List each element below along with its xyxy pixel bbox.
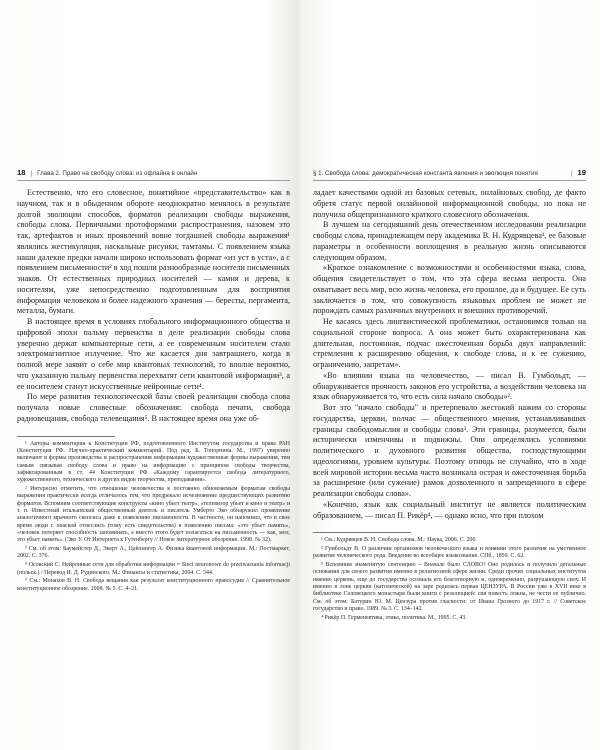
paragraph: «Конечно, язык как социальный институт не является политическим образованием, — писал П. Рикёр⁴, — однако ясно, что при плохом bbox=[313, 499, 586, 520]
paragraph: «Краткое ознакомление с возможностями и особенностями языка, слова, общения свидетельствует о том, что эта сфера весьма непроста. Она охватывает весь мир, всю жизнь человека, его прошлое, да и будущее. Ее суть заключается в том, что совокупность языковых проблем не может не порождать самых различных внутренних и внешних противоречий. bbox=[313, 263, 586, 316]
left-page bbox=[17, 168, 290, 594]
page-number: 19 bbox=[577, 168, 586, 177]
paragraph: Не касаясь здесь лингвистической проблематики, остановимся только на социальной стороне вопроса. А она может быть охарактеризована как длительная, постоянная, подчас ожесточенная борьба двух направлений: стремления к расширению общения, к свободе слова, и к ее сужению, ограничению, запретам». bbox=[313, 317, 586, 369]
paragraph: Естественно, что его словесное, понятийное «представительство» как в научном, так и в обыденном обороте неоднократно менялось в результате долгой эволюции способов, форматов реализации свободы выражения, свободы слова. Первичными протоформами распространения, назовем это так, артефактов и иных проявлений вовне тогдашней свободы выражения¹ являлись жестикуляция, наскальные рисунки, тамтамы. С появлением языка наши далекие предки начали широко использовать формат «из уст в уста», а с появлением письменности² в ход пошли разнообразные носители письменных знаков. От естественных природных носителей — камня и дерева, к носителям, уже непосредственно подготовленным для восприятия информации человеком и более надежного хранения — бересты, пергамента, металла, бумаги. bbox=[17, 188, 290, 316]
footnote: ² Гумбольдт В. О различии организмов человеческого языка и влиянии этого различия на умственное развитие человеческого рода. Введение во всеобщее языкознание. СПб., 1859. С. 62. bbox=[313, 545, 586, 560]
right-running-header bbox=[313, 168, 586, 181]
page-number: 18 bbox=[17, 168, 26, 177]
paragraph: В лучшем на сегодняшний день отечественном исследовании реализации свободы слова, принадлежащем перу академика В. Н. Кудрявцева¹, ее базовые параметры и особенности воплощения в реальную жизнь описываются следующим образом. bbox=[313, 220, 586, 262]
paragraph: В настоящее время в условиях глобального информационного общества и цифровой эпохи пальму первенства в деле реализации свободы слова уверенно держат компьютерные сети, а ее современным носителем стало электромагнитное излучение. Что же касается дня завтрашнего, когда в полной мере заявит о себе мир квантовых технологий, то вполне вероятно, что указанную пальму первенства перехватят сети квантовой информации³, а ее носителем станут искусственные нейронные сети⁴. bbox=[17, 317, 290, 391]
paragraph: ладает качествами одной из базовых сетевых, онлайновых свобод, де факто обретя статус первой онлайновой информационной свободы, но пока не получила общепризнанного краткого словесного обозначения. bbox=[313, 188, 586, 219]
footnote: ¹ См.: Кудрявцев В. Н. Свобода слова. М.: Наука, 2006. С. 200. bbox=[321, 537, 477, 544]
footnote: ⁵ См.: Монахов В. Н. Свобода вещания как результат конституционного правосудия // Сравнительное конституционное обозрение. 2008. № 5. С. 4–21. bbox=[17, 578, 290, 592]
right-footnotes bbox=[313, 532, 586, 622]
footnote-divider bbox=[313, 532, 411, 533]
footnote: ² Интересно отметить, что отношение человечества к постоянно обновляемым форматам свободы выражения практически всегда отличалось тем, что предрекало исчезновение предшествующих развитию форматов. Вспомним соответствующие конструкты «кино убьет театр», «телевизор убьет и кино и театр» и т. п. Известный итальянский общественный деятель и писатель Умберто Эко обнаружил проявление аналогичного мрачного скепсиса даже к появлению письменности. В частности, он напомнил, что в свое время люди с опаской отнеслись (тому есть свидетельства) к появлению письма: «это убьет память», «человек потеряет способность запоминать, а вместо этого будет полагаться на письменность — как, мол, это убьет память». (Эко У. От Интернета к Гутенбергу // Новое литературное обозрение. 1998. № 32). bbox=[17, 485, 290, 544]
left-running-header bbox=[17, 168, 290, 181]
paragraph: «Во влиянии языка на человечество, — писал В. Гумбольдт, — обнаруживается прочность законов его устройства, а воздействии человека на язык обнаруживается то, что есть сила начало свободы»². bbox=[313, 370, 586, 402]
running-head: § 1. Свобода слова: демократическая константа явления и эволюция понятия bbox=[313, 170, 538, 177]
paragraph: Вот это "начало свободы" и претерпевало жестокий нажим со стороны государства, церкви, полчас — общественного мнения, устанавливавших границы свободомыслия и свободы слова³. Эти границы, разумеется, были исторически изменчивы и подвижны. Они определялись условиями политического и духовного развития общества, господствующими идеологиями, уровнем культуры. Поэтому отнюдь не случайно, что в ходе всей мировой истории весьма часто возникала острая и ожесточенная борьба за расширение (или сужение) рамок дозволенного и запрещенного в сфере реализации свободы слова». bbox=[313, 403, 586, 498]
right-body-text bbox=[313, 188, 586, 521]
footnote: ³ См. об этом: Баумейстер Д., Экерт А., Цайлингер А. Физика квантовой информации. М.: Постмаркет, 2002. С. 376. bbox=[17, 546, 290, 560]
footnote-divider bbox=[17, 436, 115, 437]
right-page bbox=[313, 168, 586, 624]
header-separator: | bbox=[30, 170, 33, 177]
left-body-text bbox=[17, 188, 290, 425]
footnote: ³ Вспомним знаменитую сентенцию – Вначале было СЛОВО! Оно родилось и получило детальные основания для своего развития именно в религиозной сфере жизни. Среди прочих социальных институтов именно церковь, еще до государства осознала его благотворную и, одновременно, разрушающую силу. И именно в лоне церкви (католической) на заре родилась первая ЦЕНЗУРА. В России уже в XVII веке в библиотеке Соловецкого монастыря были книги с резолюцией: сия повесть ложна, не чести ее публично. См. об этом: Батурин Ю. М. Цензура против гласности: от Ивана Грозного до 1917 г. // Советское государство и право. 1989. № 3. С. 134–142. bbox=[313, 562, 586, 613]
footnote: ⁴ Осовский С. Нейронные сети для обработки информации = Sieci neuronowe do przetwarzania informacji (польск.) / Перевод И. Д. Рудинского. М.: Финансы и статистика, 2004. С. 344. bbox=[17, 562, 290, 576]
footnote: ¹ Авторы комментария к Конституции РФ, подготовленного Институтом государства и права РАН (Конституция РФ. Научно-практический комментарий. Под ред. Б. Топорнина. М., 1997) уверенно включают в формы производства и распространения информации художественные формы выражения, тем самым связывая свободу слова и право на информацию с принципом свободы творчества, зафиксированным в ст. 44 Конституции РФ «Каждому гарантируется свобода литературного, художественного, технического и других видов творчества, преподавания». bbox=[17, 440, 290, 484]
header-separator: | bbox=[570, 170, 573, 177]
running-head: Глава 2. Право на свободу слова: из офлайна в онлайн bbox=[37, 170, 198, 177]
footnote: ⁴ Рикёр П. Герменевтика, этика, политика. М., 1995. С. 43. bbox=[321, 614, 467, 621]
left-footnotes bbox=[17, 436, 290, 593]
paragraph: По мере развития технологической базы своей реализации свобода слова получала новые словесные обозначения: свобода печати, свобода радиовещания, свобода телевещания⁵. В настоящее время она уже об- bbox=[17, 392, 290, 423]
